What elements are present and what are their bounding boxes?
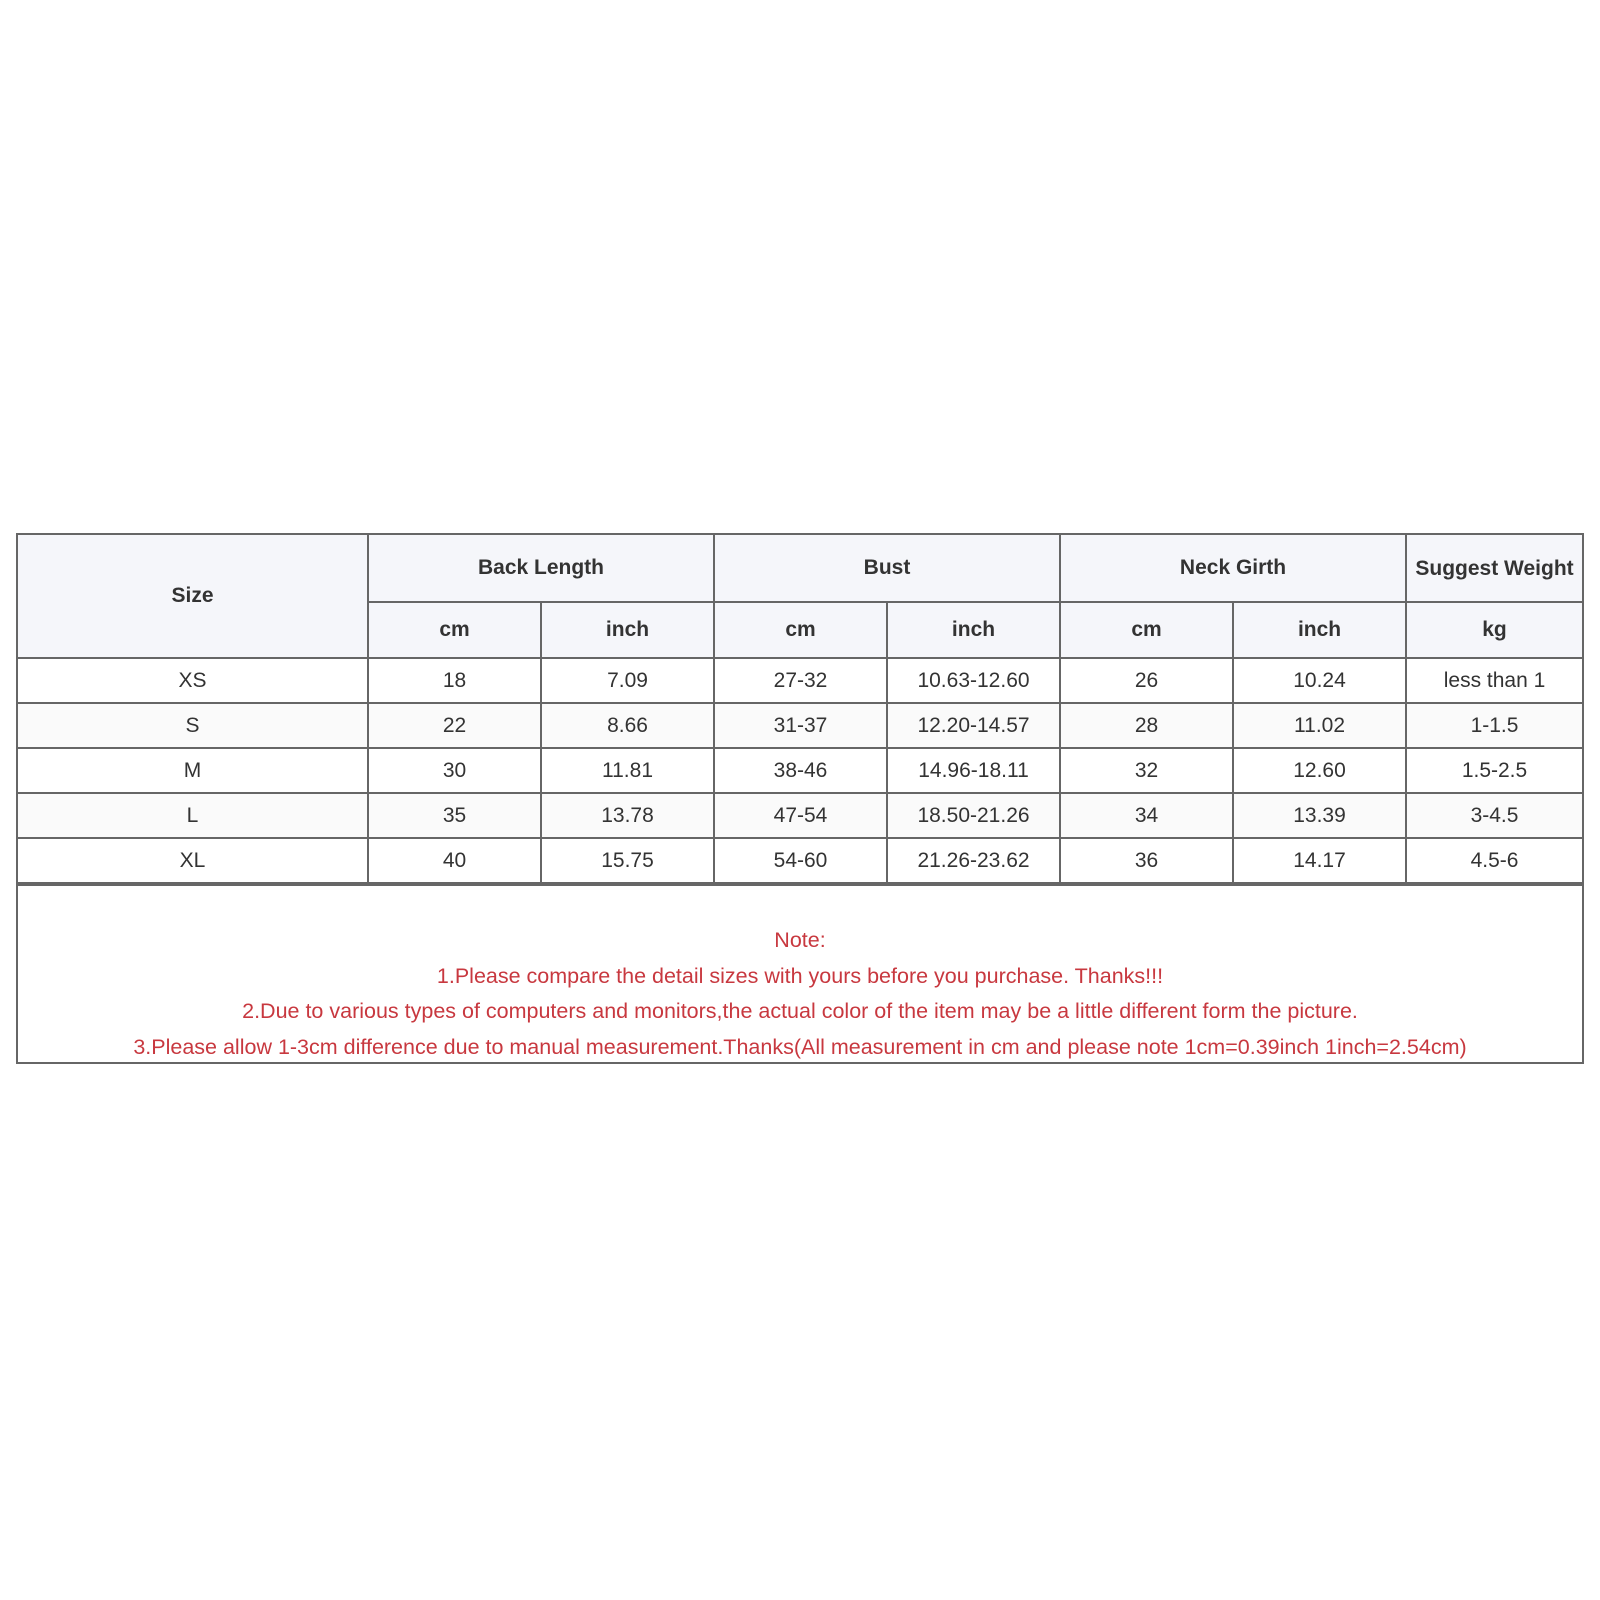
table-cell: 11.81 [541,748,714,793]
notes-title: Note: [774,928,826,952]
table-cell: 54-60 [714,838,887,883]
size-cell: M [18,748,368,793]
note-line: 2.Due to various types of computers and monitors,the actual color of the item may be a little different form the picture. [242,999,1358,1023]
note-line: 1.Please compare the detail sizes with yours before you purchase. Thanks!!! [436,963,1164,988]
table-cell: 13.78 [541,793,714,838]
table-cell: less than 1 [1406,658,1582,703]
table-cell: 13.39 [1233,793,1406,838]
table-cell: 12.60 [1233,748,1406,793]
header-size: Size [18,535,368,658]
size-cell: L [18,793,368,838]
unit-header: inch [1233,602,1406,658]
table-cell: 34 [1060,793,1233,838]
header-back-length: Back Length [368,535,714,602]
table-row [18,838,1582,883]
unit-header: kg [1406,602,1582,658]
table-cell: 15.75 [541,838,714,883]
unit-header: cm [714,602,887,658]
table-cell: 10.24 [1233,658,1406,703]
note-line: 3.Please allow 1-3cm difference due to manual measurement.Thanks(All measurement in cm and please note 1cm=0.39inch 1inch=2.54cm) [133,1034,1467,1059]
size-table [18,535,1582,884]
table-cell: 18 [368,658,541,703]
table-cell: 3-4.5 [1406,793,1582,838]
table-cell: 1-1.5 [1406,703,1582,748]
size-chart [16,533,1584,1064]
table-cell: 27-32 [714,658,887,703]
notes-section [18,884,1582,1062]
table-cell: 22 [368,703,541,748]
table-cell: 10.63-12.60 [887,658,1060,703]
table-cell: 47-54 [714,793,887,838]
header-neck-girth: Neck Girth [1060,535,1406,602]
table-cell: 8.66 [541,703,714,748]
table-cell: 14.96-18.11 [887,748,1060,793]
table-cell: 38-46 [714,748,887,793]
size-cell: XS [18,658,368,703]
table-cell: 35 [368,793,541,838]
table-cell: 14.17 [1233,838,1406,883]
unit-header: cm [368,602,541,658]
header-suggest-weight: Suggest Weight [1406,535,1582,602]
table-cell: 7.09 [541,658,714,703]
unit-header: inch [541,602,714,658]
table-row [18,658,1582,703]
table-cell: 36 [1060,838,1233,883]
table-cell: 21.26-23.62 [887,838,1060,883]
table-cell: 31-37 [714,703,887,748]
table-cell: 28 [1060,703,1233,748]
size-cell: S [18,703,368,748]
table-cell: 32 [1060,748,1233,793]
size-cell: XL [18,838,368,883]
header-bust: Bust [714,535,1060,602]
table-cell: 26 [1060,658,1233,703]
table-cell: 30 [368,748,541,793]
table-cell: 4.5-6 [1406,838,1582,883]
table-cell: 40 [368,838,541,883]
table-row [18,748,1582,793]
table-cell: 11.02 [1233,703,1406,748]
table-row [18,703,1582,748]
header-row-groups [18,535,1582,602]
table-cell: 18.50-21.26 [887,793,1060,838]
unit-header: cm [1060,602,1233,658]
table-cell: 12.20-14.57 [887,703,1060,748]
table-row [18,793,1582,838]
table-cell: 1.5-2.5 [1406,748,1582,793]
unit-header: inch [887,602,1060,658]
